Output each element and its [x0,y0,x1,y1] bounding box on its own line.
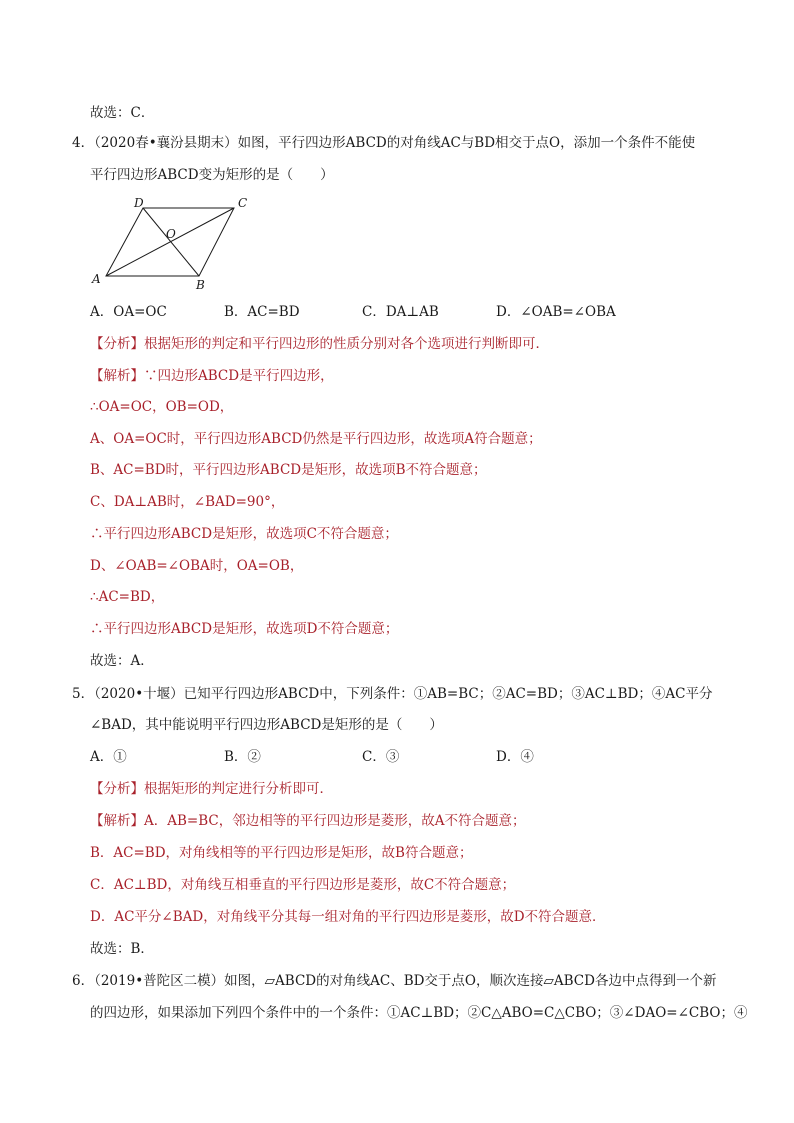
diagonal-bd [143,208,199,276]
answer-line: 故选：C． [90,105,155,121]
q4-option-b: B．AC=BD [224,304,300,320]
q4-answer: 故选：A． [90,653,154,669]
q4-solution-line-3: A、OA=OC时，平行四边形ABCD仍然是平行四边形，故选项A符合题意； [90,431,542,447]
label-a: A [92,272,101,286]
q4-solution-line-8: ∴AC=BD， [90,589,165,605]
question-6-stem-cont: 的四边形，如果添加下列四个条件中的一个条件：①AC⊥BD；②C△ABO=C△CBO；③∠DAO=∠CBO；④ [90,1005,748,1021]
q4-option-c: C．DA⊥AB [362,304,439,320]
q4-option-d: D．∠OAB=∠OBA [496,304,616,320]
q4-solution-line-5: C、DA⊥AB时，∠BAD=90°， [90,494,285,510]
q5-solution-line-3: C．AC⊥BD，对角线互相垂直的平行四边形是菱形，故C不符合题意； [90,877,516,893]
q5-solution-line-4: D．AC平分∠BAD，对角线平分其每一组对角的平行四边形是菱形，故D不符合题意． [90,909,606,925]
parallelogram-figure [86,192,286,292]
q4-solution-line-6: ∴平行四边形ABCD是矩形，故选项C不符合题意； [90,526,398,542]
question-5-stem-cont: ∠BAD，其中能说明平行四边形ABCD是矩形的是（ ） [90,717,443,733]
label-d: D [134,196,144,210]
q5-option-b: B．② [224,749,261,765]
q4-solution-line-9: ∴平行四边形ABCD是矩形，故选项D不符合题意； [90,621,399,637]
q5-solution-line-2: B．AC=BD，对角线相等的平行四边形是矩形，故B符合题意； [90,845,473,861]
question-6-stem: 6．（2019•普陀区二模）如图，▱ABCD的对角线AC、BD交于点O，顺次连接▱ABCD各边中点得到一个新 [72,973,717,989]
q4-analysis: 【分析】根据矩形的判定和平行四边形的性质分别对各个选项进行判断即可． [90,336,549,352]
q5-option-a: A．① [90,749,127,765]
q4-solution-line-7: D、∠OAB=∠OBA时，OA=OB， [90,558,304,574]
q5-option-d: D．④ [496,749,534,765]
q4-solution-line-2: ∴OA=OC，OB=OD， [90,399,234,415]
q5-analysis: 【分析】根据矩形的判定进行分析即可． [90,781,333,797]
label-o: O [166,227,176,241]
q5-solution-line-1: 【解析】A．AB=BC，邻边相等的平行四边形是菱形，故A不符合题意； [90,813,526,829]
question-5-stem: 5．（2020•十堰）已知平行四边形ABCD中，下列条件：①AB=BC；②AC=BD；③AC⊥BD；④AC平分 [72,686,713,702]
q4-option-a: A．OA=OC [90,304,167,320]
q4-solution-line-4: B、AC=BD时，平行四边形ABCD是矩形，故选项B不符合题意； [90,462,487,478]
q5-answer: 故选：B． [90,941,154,957]
q4-solution-line-1: 【解析】∵四边形ABCD是平行四边形， [90,368,334,384]
question-4-stem: 4．（2020春•襄汾县期末）如图，平行四边形ABCD的对角线AC与BD相交于点O，添加一个条件不能使 [72,135,696,151]
question-4-stem-cont: 平行四边形ABCD变为矩形的是（ ） [90,167,334,183]
label-c: C [238,196,248,210]
q5-option-c: C．③ [362,749,400,765]
diagonal-ac [106,208,234,276]
label-b: B [196,278,205,292]
